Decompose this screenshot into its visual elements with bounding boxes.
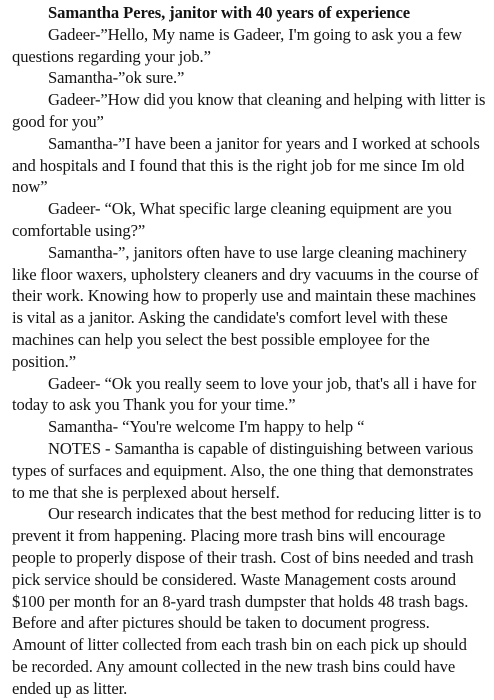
- interview-line: Samantha- “You're welcome I'm happy to help “: [48, 417, 365, 437]
- interview-line: Gadeer-”How did you know that cleaning and helping with litter is good for you”: [12, 90, 486, 131]
- interview-line: Samantha-”I have been a janitor for years and I worked at schools and hospitals and I found that this is the right job for me since Im old now”: [12, 133, 480, 197]
- interview-line: Samantha-”ok sure.”: [48, 68, 185, 88]
- research-paragraph: Our research indicates that the best method for reducing litter is to prevent it from happening. Placing more trash bins will encourage people to properly dispose of their trash. Cost of bins needed and trash pick service should be considered. Waste Management costs around $100 per month for an 8-yard trash dumpster that holds 48 trash bags. Before and after pictures should be taken to document progress. Amount of litter collected from each trash bin on each pick up should be recorded. Any amount collected in the new trash bins could have ended up as litter.: [12, 504, 482, 698]
- interview-line: Gadeer- “Ok you really seem to love your job, that's all i have for today to ask you Thank you for your time.”: [12, 373, 477, 415]
- interview-line: Gadeer-”Hello, My name is Gadeer, I'm going to ask you a few questions regarding your job.”: [12, 24, 462, 66]
- interview-line: Samantha-”, janitors often have to use large cleaning machinery like floor waxers, upholstery cleaners and dry vacuums in the course of their work. Knowing how to properly use and maintain these machines is vital as a janitor. Asking the candidate's comfort level with these machines can help you select the best possible employee for the position.”: [12, 242, 479, 371]
- notes-paragraph: NOTES - Samantha is capable of distinguishing between various types of surfaces and equipment. Also, the one thing that demonstrates to me that she is perplexed about herself.: [12, 438, 474, 502]
- interview-line: Gadeer- “Ok, What specific large cleaning equipment are you comfortable using?”: [12, 199, 452, 240]
- document-title: Samantha Peres, janitor with 40 years of experience: [48, 3, 411, 22]
